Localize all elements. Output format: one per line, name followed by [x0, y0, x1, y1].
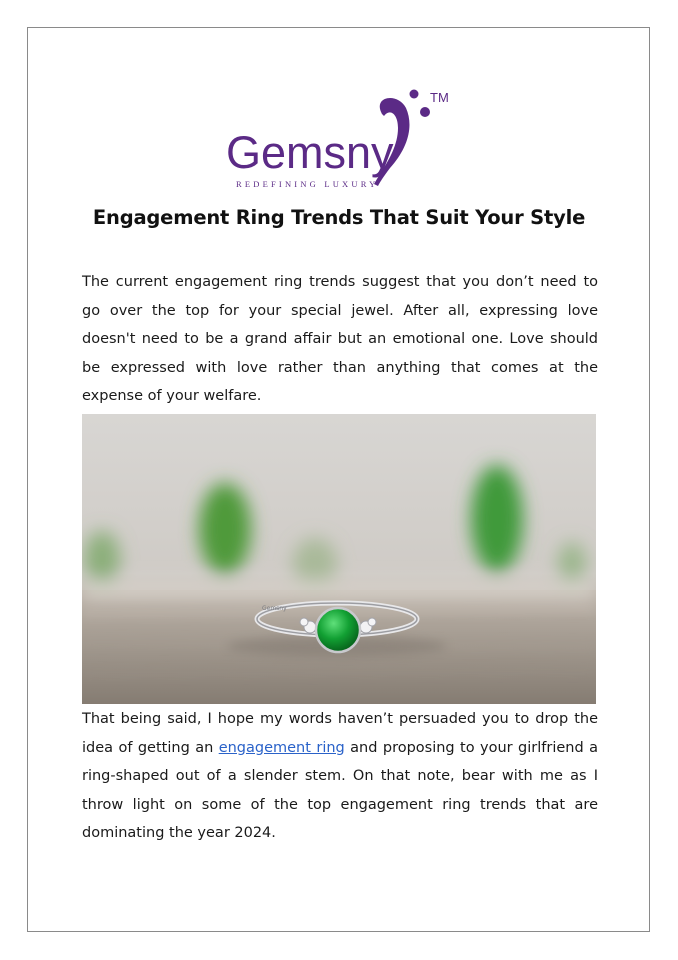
logo-trademark: TM [430, 90, 449, 105]
body-paragraph [82, 705, 598, 848]
article-title: Engagement Ring Trends That Suit Your Style [92, 206, 586, 229]
emerald-ring-photo [82, 414, 596, 704]
intro-paragraph: The current engagement ring trends suggest that you don’t need to go over the top for your special jewel. After all, expressing love doesn't need to be a grand affair but an emotional one. Love should be expressed with love rather than anything that comes at the expense of your welfare. [82, 274, 598, 404]
gemsny-logo [222, 86, 462, 196]
body-text-start: That being said, I hope my words haven’t persuaded you to drop the idea of getting an [82, 711, 598, 756]
engagement-ring-link[interactable]: engagement ring [218, 739, 345, 756]
logo-tagline: REDEFINING LUXURY [236, 179, 379, 189]
ring-engraving: Gemsny [262, 605, 287, 612]
body-text-end: and proposing to your girlfriend a ring-shaped out of a slender stem. On that note, bear with me as I throw light on some of the top engagement ring trends that are dominating the year 2024. [82, 739, 598, 841]
logo-wordmark: Gemsny [226, 127, 394, 178]
